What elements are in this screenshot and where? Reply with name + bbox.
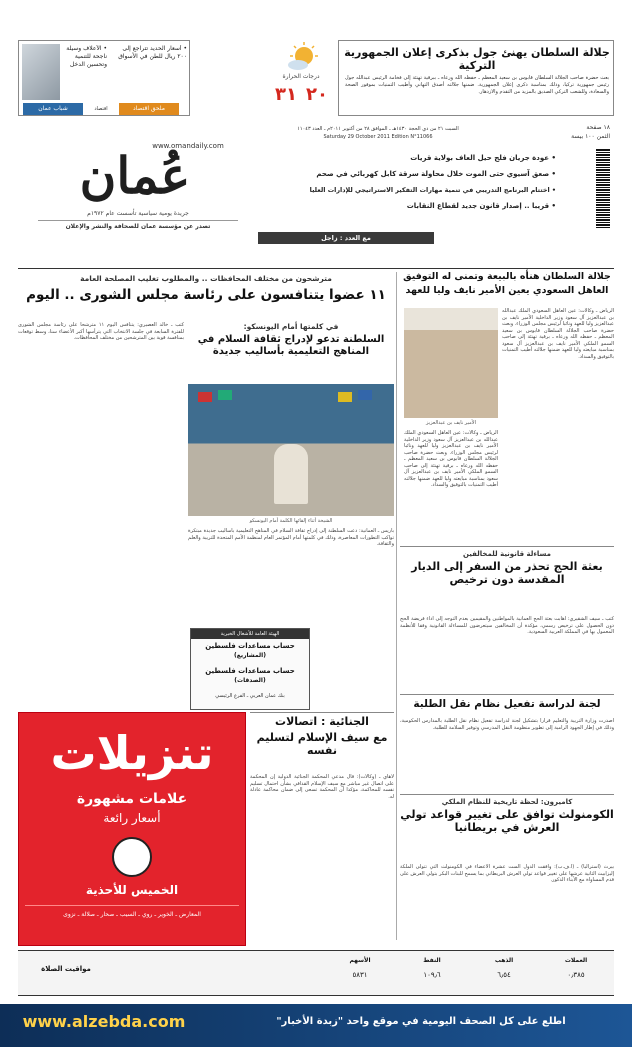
barcode xyxy=(596,148,610,228)
column-divider xyxy=(396,272,397,940)
hajj-body: كتب ـ سيف الشقيري: أهابت بعثة الحج العمانية بالمواطنين والمقيمين بعدم التوجه إلى أداء فريضة الحج دون الحصول على ترخيص رسمي، مؤكدة أن المخالفين سيتعرضون للمساءلة القانونية وفقا للأنظمة المعمول بها في المملكة العربية السعودية. xyxy=(400,616,614,635)
bank-ad-line3: حساب مساعدات فلسطين xyxy=(205,667,295,675)
market-label: الأسهم xyxy=(349,957,371,964)
sale-ad[interactable] xyxy=(18,712,246,946)
hajj-story[interactable] xyxy=(400,550,614,692)
masthead-date-en: Saturday 29 October 2011 Edition N°11066 xyxy=(323,134,433,140)
sale-ad-line2: أسعار رائعة xyxy=(103,811,161,825)
section-divider xyxy=(250,712,394,713)
lead-story-body: الرياض ـ وكالات: عين العاهل السعودي الملك عبدالله بن عبدالعزيز آل سعود وزير الداخلية الأمير نايف بن عبدالعزيز وليا للعهد ونائبا لرئيس مجلس الوزراء. وبعث حضرة صاحب الجلالة السلطان قابوس بن سعيد المعظم ـ حفظه الله ورعاه ـ برقية تهنئة إلى صاحب السمو الملكي الأمير نايف بن عبدالعزيز آل سعود بمناسبة مبايعته وليا للعهد ضمنها جلالته أطيب التمنيات بالتوفيق والسداد. xyxy=(502,308,614,360)
lead-story-subtitle[interactable]: العاهل السعودي يعين الأمير نايف وليا للعهد xyxy=(405,285,609,296)
shura-body: كتب ـ خالد العصيري: يتنافس اليوم ١١ مترشحا على رئاسة مجلس الشورى للفترة السابعة في جلسة الانتخاب التي يترأسها أكبر الأعضاء سنا، وسط توقعات بمنافسة قوية بين المترشحين من مختلف المحافظات. xyxy=(18,322,184,341)
market-value: ٥٨٣١ xyxy=(352,971,368,979)
masthead xyxy=(18,120,614,260)
weather-box xyxy=(270,42,332,114)
banner-text[interactable]: اطلع على كل الصحف اليومية في موقع واحد "زبدة الأخبار" xyxy=(276,1016,566,1027)
sun-cloud-icon xyxy=(282,42,322,72)
banner-site[interactable]: www.alzebda.com xyxy=(22,1012,186,1031)
hajj-kicker: مساءلة قانونية للمخالفين xyxy=(462,550,552,558)
unesco-flags-graphic xyxy=(188,384,394,444)
promo-thumb-caption: اقتصاد xyxy=(94,106,108,112)
hajj-title[interactable]: بعثة الحج تحذر من السفر إلى الديار المقدسة دون ترخيص xyxy=(411,560,603,586)
weather-label: درجات الحرارة xyxy=(282,73,320,80)
sale-ad-line1: علامات مشهورة xyxy=(76,791,188,807)
uk-body: بيرث (أستراليا) ـ (أ.ف.ب): وافقت الدول الست عشرة الأعضاء في الكومنولث التي تتولى الملكة إليزابيث الثانية عرشها على تغيير قواعد تولي العرش البريطاني بما يسمح للبنات البكر بتولي العرش على قدم المساواة مع الأبناء الذكور. xyxy=(400,864,614,883)
market-bar xyxy=(18,950,614,996)
promo-item-1: • الأعلاف وسيلة ناجحة للتنمية وتحسين الدخل xyxy=(66,45,107,68)
promo-brand: شباب عمان xyxy=(23,103,83,115)
transport-body: أصدرت وزارة التربية والتعليم قرارا بتشكيل لجنة لدراسة تفعيل نظام نقل الطلبة بالمدارس الحكومية، وذلك في إطار الجهود الرامية إلى تطوير منظومة النقل المدرسي وتوفير السلامة للطلبة. xyxy=(400,718,614,731)
promo-thumbnail xyxy=(22,44,60,100)
masthead-date: السبت ٢١ من ذي الحجة ١٤٣٠هـ ـ الموافق ٢٨ من أكتوبر ٢٠١١م ـ العدد ١١٠٤٣ xyxy=(297,126,459,132)
jenaina-body: لاهاي ـ (وكالات): قال مدعي المحكمة الجنائية الدولية إن المحكمة على اتصال غير مباشر مع سيف الإسلام القذافي بشأن احتمال تسليم نفسه للمحاكمة، مؤكدا أن المحكمة تسعى إلى ضمان محاكمة عادلة له. xyxy=(250,774,394,800)
transport-story[interactable] xyxy=(400,698,614,792)
uk-story[interactable] xyxy=(400,798,614,944)
market-label: النفط xyxy=(423,957,441,964)
brief-item[interactable]: • صعق آسيوي حتى الموت خلال محاولة سرقة كابل كهربائي في صحم xyxy=(316,170,556,178)
masthead-price: الثمن ١٠٠ بيسة xyxy=(571,133,610,140)
brief-item[interactable]: • عودة جريان فلج حيل العاف بولاية قريات xyxy=(410,154,556,162)
lead-story-photo xyxy=(404,308,498,418)
temp-low: ٢٠ xyxy=(306,84,328,105)
unesco-kicker: في كلمتها أمام اليونسكو: xyxy=(243,322,339,331)
sale-ad-brand: الخميس للأحذية xyxy=(85,883,179,897)
speaker-figure xyxy=(274,444,308,504)
unesco-photo-caption: الشيخة أثناء إلقائها الكلمة أمام اليونسكو xyxy=(249,518,333,524)
market-value: ٦٫٥٤ xyxy=(497,971,511,979)
brand-emblem-icon xyxy=(112,837,152,877)
lead-photo-caption: الأمير نايف بن عبدالعزيز xyxy=(426,420,476,426)
section-divider xyxy=(400,794,614,795)
unesco-photo xyxy=(188,384,394,516)
promo-supplement: ملحق اقتصاد xyxy=(119,103,179,115)
shura-story[interactable] xyxy=(18,272,394,320)
temp-high: ٣١ xyxy=(275,84,297,105)
top-left-promo[interactable] xyxy=(18,40,190,116)
market-label: الذهب xyxy=(494,957,514,964)
uk-title[interactable]: الكومنولث توافق على تغيير قواعد تولي العرش في بريطانيا xyxy=(400,808,614,834)
bank-ad-line2: (المشاريع) xyxy=(234,652,266,659)
bottom-banner[interactable] xyxy=(0,1004,632,1047)
masthead-pages: ١٨ صفحة xyxy=(586,124,610,131)
bank-ad-bank: بنك عمان العربي ـ الفرع الرئيسي xyxy=(215,693,285,699)
sale-ad-footer: المعارض ـ الخوير ـ روي ـ السيب ـ صحار ـ صلالة ـ نزوى xyxy=(25,905,239,943)
sale-ad-title: تنزيلات xyxy=(50,726,214,780)
top-story-title[interactable]: جلالة السلطان يهنئ جول بذكرى إعلان الجمهورية التركية xyxy=(344,46,610,72)
section-divider xyxy=(400,694,614,695)
shura-kicker: مترشحون من مختلف المحافظات .. والمطلوب تغليب المصلحة العامة xyxy=(80,274,332,283)
jenaina-story[interactable] xyxy=(250,716,394,946)
shura-title[interactable]: ١١ عضوا يتنافسون على رئاسة مجلس الشورى .. اليوم xyxy=(26,287,386,303)
masthead-website[interactable]: www.omandaily.com xyxy=(152,142,224,150)
lead-story-body-cont: الرياض ـ وكالات: عين العاهل السعودي الملك عبدالله بن عبدالعزيز آل سعود وزير الداخلية الأمير نايف بن عبدالعزيز وليا للعهد ونائبا لرئيس مجلس الوزراء. وبعث حضرة صاحب الجلالة السلطان قابوس بن سعيد المعظم ـ حفظه الله ورعاه ـ برقية تهنئة إلى صاحب السمو الملكي الأمير نايف بن عبدالعزيز آل سعود بمناسبة مبايعته وليا للعهد ضمنها جلالته أطيب التمنيات بالتوفيق والسداد. xyxy=(404,430,498,488)
jenaina-title[interactable]: مع سيف الإسلام لتسليم نفسه xyxy=(256,731,388,757)
transport-title[interactable]: لجنة لدراسة تفعيل نظام نقل الطلبة xyxy=(413,698,601,710)
market-value: ١٠٩٫٦ xyxy=(423,971,441,979)
bank-ad-header: الهيئة العامة للأشغال الخيرية xyxy=(191,629,309,639)
masthead-publisher: تصدر عن مؤسسة عمان للصحافة والنشر والإعلان xyxy=(38,220,238,230)
unesco-title[interactable]: السلطنة تدعو لإدراج ثقافة السلام في المناهج التعليمية بأساليب جديدة xyxy=(197,334,385,357)
brief-item[interactable]: • قريبا .. إصدار قانون جديد لقطاع النقابات xyxy=(406,202,556,210)
uk-kicker: كاميرون: لحظة تاريخية للنظام الملكي xyxy=(441,798,573,806)
unesco-body: باريس ـ العمانية: دعت السلطنة إلى إدراج ثقافة السلام في المناهج التعليمية بأساليب جديدة مبتكرة تواكب التطورات المعاصرة، وذلك في كلمتها أمام المؤتمر العام لمنظمة الأمم المتحدة للتربية والعلم والثقافة. xyxy=(188,528,394,547)
jenaina-kicker[interactable]: الجنائية : اتصالات xyxy=(275,715,369,728)
top-story-body: بعث حضرة صاحب الجلالة السلطان قابوس بن سعيد المعظم ـ حفظه الله ورعاه ـ ببرقية تهنئة إلى فخامة الرئيس عبدالله جول رئيس جمهورية تركيا، وذلك بمناسبة ذكرى إعلان الجمهورية. ضمنها جلالته أصدق التهاني وأطيب التمنيات بموفور الصحة والسعادة، وللشعب التركي الصديق بالمزيد من التقدم والازدهار. xyxy=(345,75,609,95)
newspaper-logo: عُمان xyxy=(79,146,191,205)
market-label: العملات xyxy=(564,957,588,964)
prayer-times-label: مواقيت الصلاة xyxy=(41,965,91,973)
lead-story[interactable] xyxy=(400,272,614,544)
masthead-divider xyxy=(18,268,614,269)
market-value: ٠٫٣٨٥ xyxy=(567,971,585,979)
bank-ad-line1: حساب مساعدات فلسطين xyxy=(205,642,295,650)
brief-item[interactable]: • اختتام البرنامج التدريبي في تنمية مهارات التفكير الاستراتيجي للإدارات العليا xyxy=(309,186,556,194)
section-divider xyxy=(400,546,614,547)
masthead-tagline: جريدة يومية سياسية تأسست عام ١٩٧٢م xyxy=(87,210,189,217)
in-this-issue: مع العدد : زاجل xyxy=(258,232,434,244)
promo-item-2: • أسعار الحديد تتراجع إلى ٢٠٠ ريال للطن في الأسواق xyxy=(118,45,187,60)
top-story-box[interactable] xyxy=(338,40,614,116)
lead-story-title[interactable]: جلالة السلطان هنأه بالبيعة وتمنى له التوفيق xyxy=(403,271,611,282)
briefs-list xyxy=(256,152,556,232)
bank-ad[interactable] xyxy=(190,628,310,710)
bank-ad-line4: (الصدقات) xyxy=(234,677,266,684)
